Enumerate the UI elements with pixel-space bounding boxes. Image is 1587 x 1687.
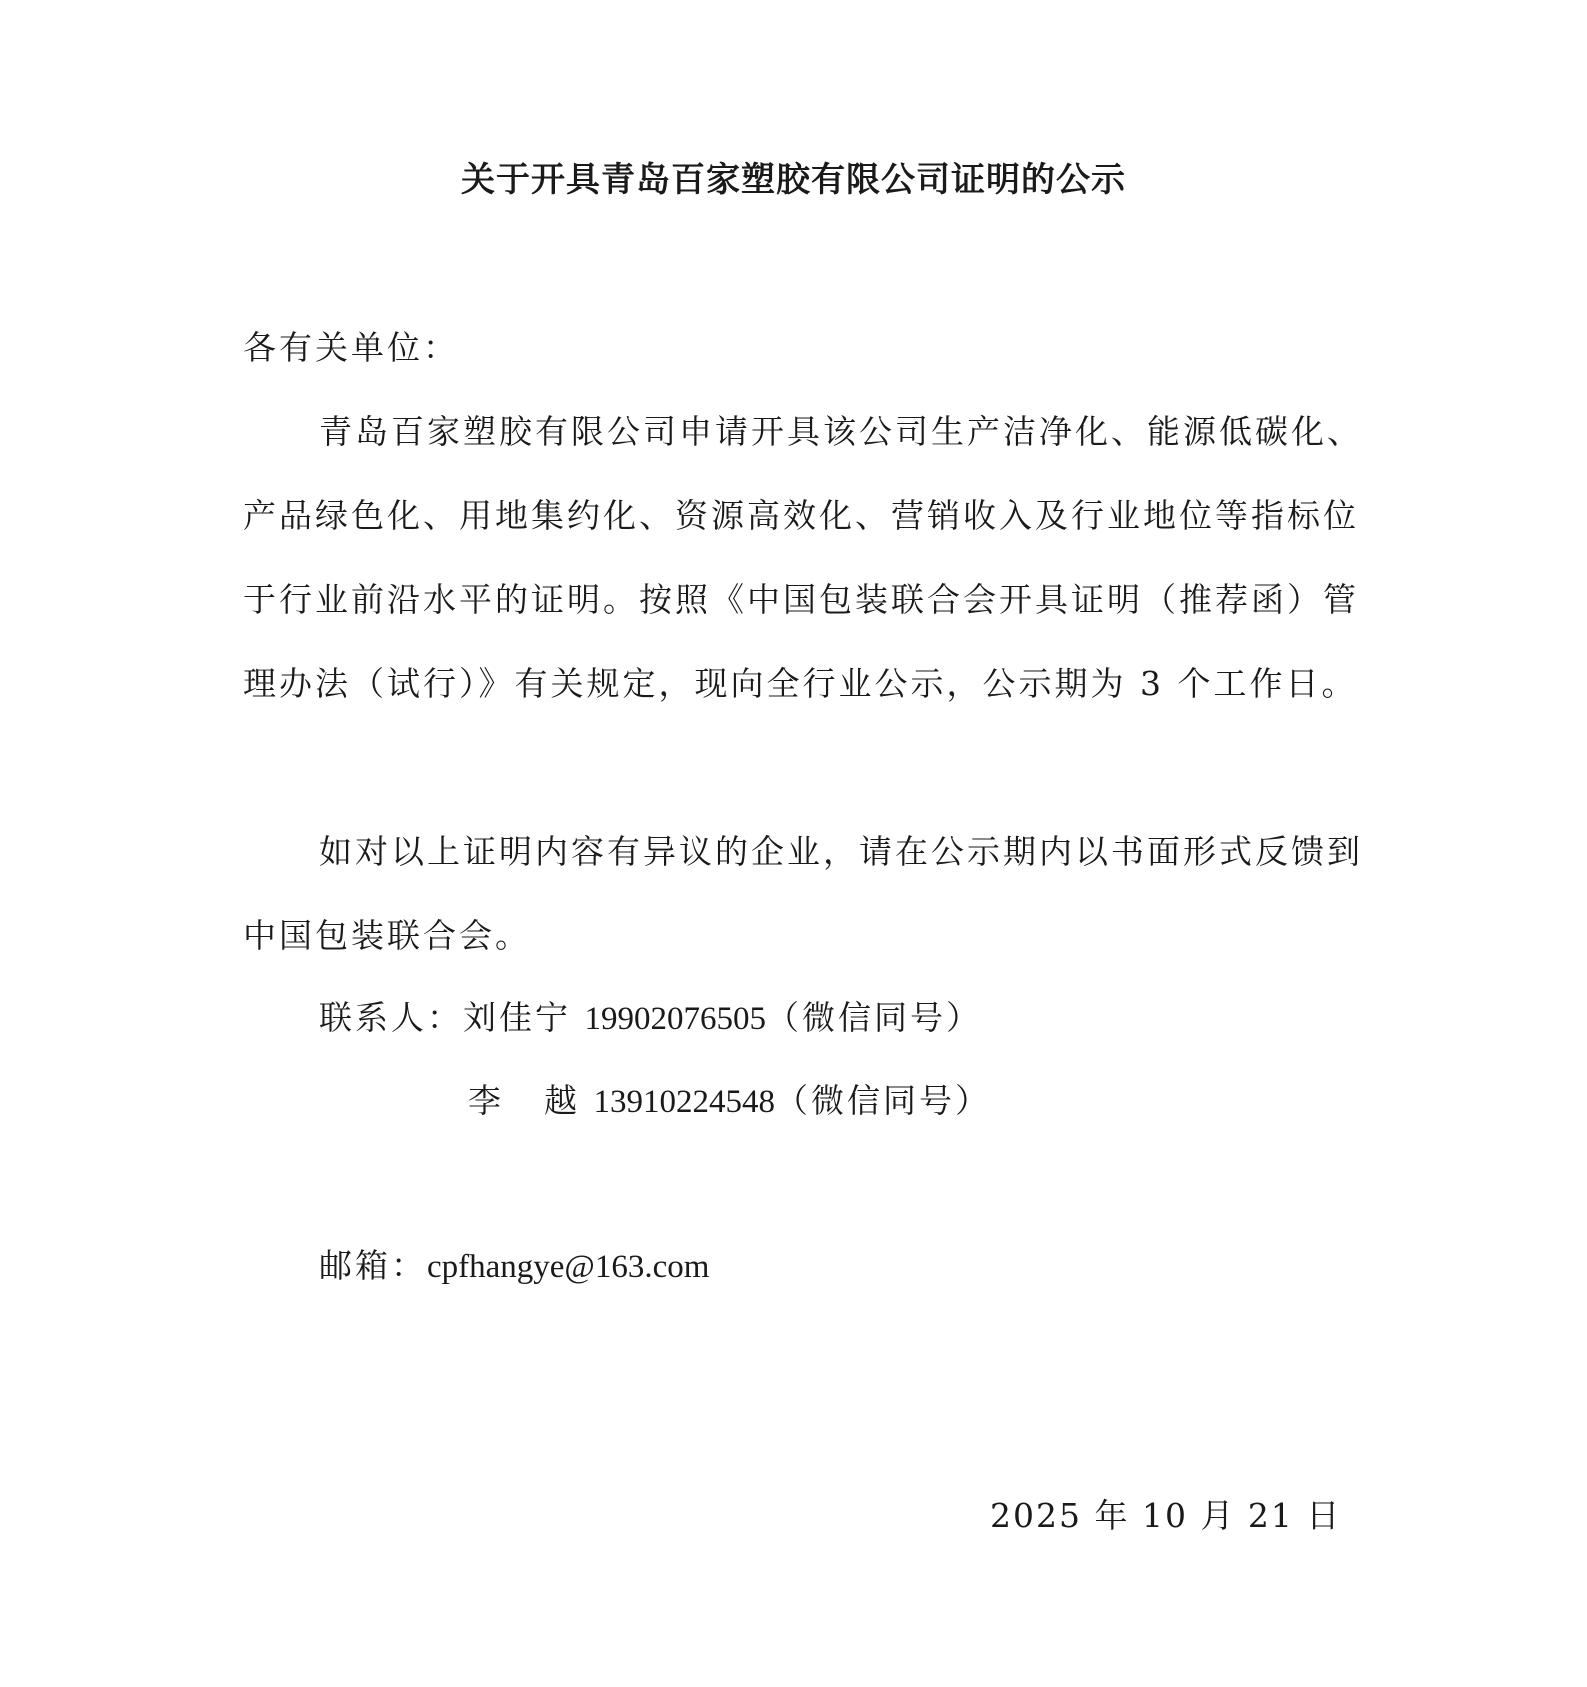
contact-label: 联系人： <box>319 998 463 1037</box>
document-title: 关于开具青岛百家塑胶有限公司证明的公示 <box>461 160 1126 200</box>
paragraph-notice: 青岛百家塑胶有限公司申请开具该公司生产洁净化、能源低碳化、产品绿色化、用地集约化、资源高效化、营销收入及行业地位等指标位于行业前沿水平的证明。按照《中国包装联合会开具证明（推荐函）管理办法（试行）》有关规定，现向全行业公示，公示期为 3 个工作日。 <box>243 412 1363 703</box>
paragraph-objection: 如对以上证明内容有异议的企业，请在公示期内以书面形式反馈到中国包装联合会。 <box>243 832 1363 955</box>
contact-name: 刘佳宁 <box>463 998 571 1037</box>
contact-note: （微信同号） <box>766 998 982 1037</box>
email-row <box>319 1240 709 1287</box>
salutation: 各有关单位： <box>243 328 459 367</box>
contact-name-first: 李 <box>468 1081 504 1120</box>
document-date: 2025 年 10 月 21 日 <box>990 1496 1342 1535</box>
contact-row-2 <box>468 1075 991 1122</box>
contact-note: （微信同号） <box>775 1081 991 1120</box>
contact-row-1 <box>319 992 982 1039</box>
contact-phone: 19902076505 <box>584 1001 766 1037</box>
email-address[interactable]: cpfhangye@163.com <box>427 1249 710 1285</box>
contact-phone: 13910224548 <box>593 1084 775 1120</box>
contact-name-last: 越 <box>544 1081 580 1120</box>
email-label: 邮箱： <box>319 1246 427 1285</box>
